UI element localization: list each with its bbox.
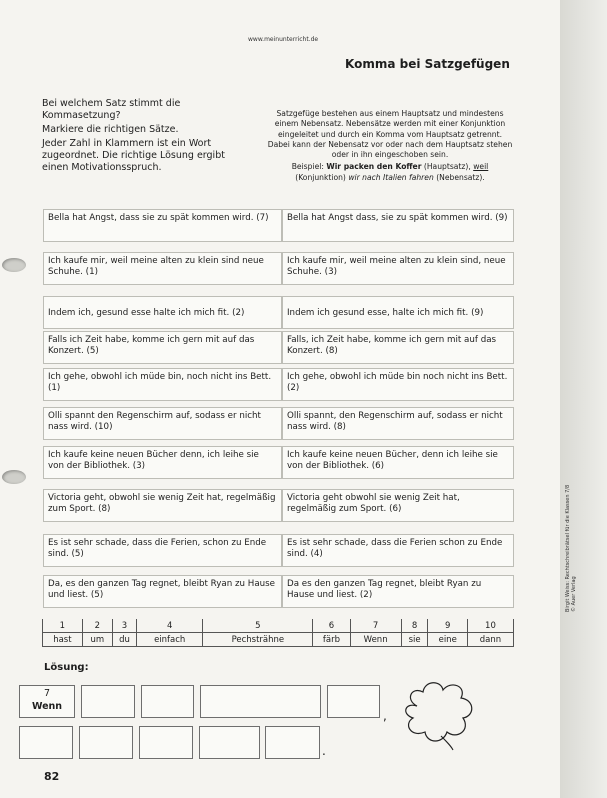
page-edge	[560, 0, 607, 798]
sentence-option-left[interactable]: Bella hat Angst, dass sie zu spät kommen wird. (7)	[43, 209, 282, 242]
sentence-option-right[interactable]: Ich kaufe mir, weil meine alten zu klein sind, neue Schuhe. (3)	[282, 252, 514, 285]
key-word: du	[112, 633, 136, 647]
key-number: 5	[203, 619, 313, 633]
solution-number: 7	[43, 688, 51, 699]
binder-hole	[2, 470, 26, 484]
sentence-option-right[interactable]: Da es den ganzen Tag regnet, bleibt Ryan zu Hause und liest. (2)	[282, 575, 514, 608]
exercise-row	[43, 331, 514, 365]
cloud-doodle-icon	[397, 676, 483, 752]
exercise-row	[43, 407, 514, 441]
sentence-option-left[interactable]: Olli spannt den Regenschirm auf, sodass er nicht nass wird. (10)	[43, 407, 282, 440]
instruction-line: Markiere die richtigen Sätze.	[42, 124, 179, 135]
solution-box[interactable]	[19, 726, 73, 759]
key-word: eine	[428, 633, 467, 647]
task-instructions	[42, 98, 247, 176]
solution-box[interactable]	[139, 726, 193, 759]
sentence-option-right[interactable]: Victoria geht obwohl sie wenig Zeit hat, regelmäßig zum Sport. (6)	[282, 489, 514, 522]
exercise-row	[43, 575, 514, 609]
sentence-option-right[interactable]: Ich kaufe keine neuen Bücher, denn ich leihe sie von der Bibliothek. (6)	[282, 446, 514, 479]
sentence-option-left[interactable]: Da, es den ganzen Tag regnet, bleibt Ryan zu Hause und liest. (5)	[43, 575, 282, 608]
key-number: 3	[112, 619, 136, 633]
solution-box[interactable]	[19, 685, 75, 718]
copyright-note: Birgit Weiss: Rechtschreibrätsel für die Klassen 7/8 © Auer Verlag	[565, 484, 577, 612]
key-word: sie	[401, 633, 428, 647]
header-url: www.meinunterricht.de	[248, 36, 319, 43]
sentence-option-left[interactable]: Ich gehe, obwohl ich müde bin, noch nicht ins Bett. (1)	[43, 368, 282, 401]
exercise-row	[43, 446, 514, 480]
key-word: färb	[313, 633, 350, 647]
sentence-option-left[interactable]: Es ist sehr schade, dass die Ferien, schon zu Ende sind. (5)	[43, 534, 282, 567]
exercise-row	[43, 252, 514, 286]
key-word: dann	[467, 633, 513, 647]
key-word: einfach	[137, 633, 203, 647]
solution-box[interactable]	[265, 726, 320, 759]
sentence-option-right[interactable]: Falls, ich Zeit habe, komme ich gern mit auf das Konzert. (8)	[282, 331, 514, 364]
exercise-row	[43, 489, 514, 523]
solution-label: Lösung:	[44, 662, 89, 673]
key-word: Pechsträhne	[203, 633, 313, 647]
sentence-option-right[interactable]: Olli spannt, den Regenschirm auf, sodass er nicht nass wird. (8)	[282, 407, 514, 440]
rule-example: Beispiel: Wir packen den Koffer (Hauptsatz), weil (Konjunktion) wir nach Italien fahren (Nebensatz).	[291, 162, 489, 182]
solution-box[interactable]	[199, 726, 260, 759]
key-number: 10	[467, 619, 513, 633]
solution-box[interactable]	[141, 685, 194, 718]
key-word-row	[43, 633, 514, 647]
instruction-line: Bei welchem Satz stimmt die Kommasetzung?	[42, 98, 181, 121]
solution-box[interactable]	[81, 685, 135, 718]
key-number: 1	[43, 619, 83, 633]
sentence-option-left[interactable]: Victoria geht, obwohl sie wenig Zeit hat, regelmäßig zum Sport. (8)	[43, 489, 282, 522]
exercise-row	[43, 368, 514, 402]
sentence-option-right[interactable]: Ich gehe, obwohl ich müde bin noch nicht ins Bett. (2)	[282, 368, 514, 401]
key-number: 9	[428, 619, 467, 633]
key-number: 4	[137, 619, 203, 633]
sentence-option-right[interactable]: Bella hat Angst dass, sie zu spät kommen wird. (9)	[282, 209, 514, 242]
key-number: 2	[82, 619, 112, 633]
key-number: 6	[313, 619, 350, 633]
rule-text: Satzgefüge bestehen aus einem Hauptsatz und mindestens einem Nebensatz. Nebensätze werden mit einer Konjunktion eingeleitet und durch ein Komma vom Hauptsatz getrennt. Dabei kann der Nebensatz vor oder nach dem Hauptsatz stehen oder in ihn eingeschoben sein.	[267, 109, 513, 160]
sentence-option-left[interactable]: Ich kaufe keine neuen Bücher denn, ich leihe sie von der Bibliothek. (3)	[43, 446, 282, 479]
key-word: Wenn	[350, 633, 401, 647]
answer-key-table	[42, 619, 514, 647]
sentence-option-left[interactable]: Ich kaufe mir, weil meine alten zu klein sind neue Schuhe. (1)	[43, 252, 282, 285]
sentence-option-right[interactable]: Indem ich gesund esse, halte ich mich fit. (9)	[282, 296, 514, 329]
solution-comma: ,	[383, 709, 387, 723]
sentence-option-right[interactable]: Es ist sehr schade, dass die Ferien schon zu Ende sind. (4)	[282, 534, 514, 567]
sentence-option-left[interactable]: Falls ich Zeit habe, komme ich gern mit auf das Konzert. (5)	[43, 331, 282, 364]
solution-period: .	[322, 744, 326, 758]
exercise-row	[43, 296, 514, 330]
page-number: 82	[44, 770, 60, 783]
solution-box[interactable]	[327, 685, 380, 718]
exercise-row	[43, 534, 514, 568]
solution-box[interactable]	[79, 726, 133, 759]
binder-hole	[2, 258, 26, 272]
rule-info-box	[266, 109, 514, 183]
key-number-row	[43, 619, 514, 633]
key-word: hast	[43, 633, 83, 647]
page-title: Komma bei Satzgefügen	[345, 57, 510, 71]
exercise-row	[43, 209, 514, 243]
solution-word: Wenn	[31, 701, 63, 712]
key-number: 8	[401, 619, 428, 633]
sentence-option-left[interactable]: Indem ich, gesund esse halte ich mich fit. (2)	[43, 296, 282, 329]
solution-box[interactable]	[200, 685, 321, 718]
key-number: 7	[350, 619, 401, 633]
key-word: um	[82, 633, 112, 647]
instruction-line: Jeder Zahl in Klammern ist ein Wort zugeordnet. Die richtige Lösung ergibt einen Motivationsspruch.	[42, 138, 225, 173]
